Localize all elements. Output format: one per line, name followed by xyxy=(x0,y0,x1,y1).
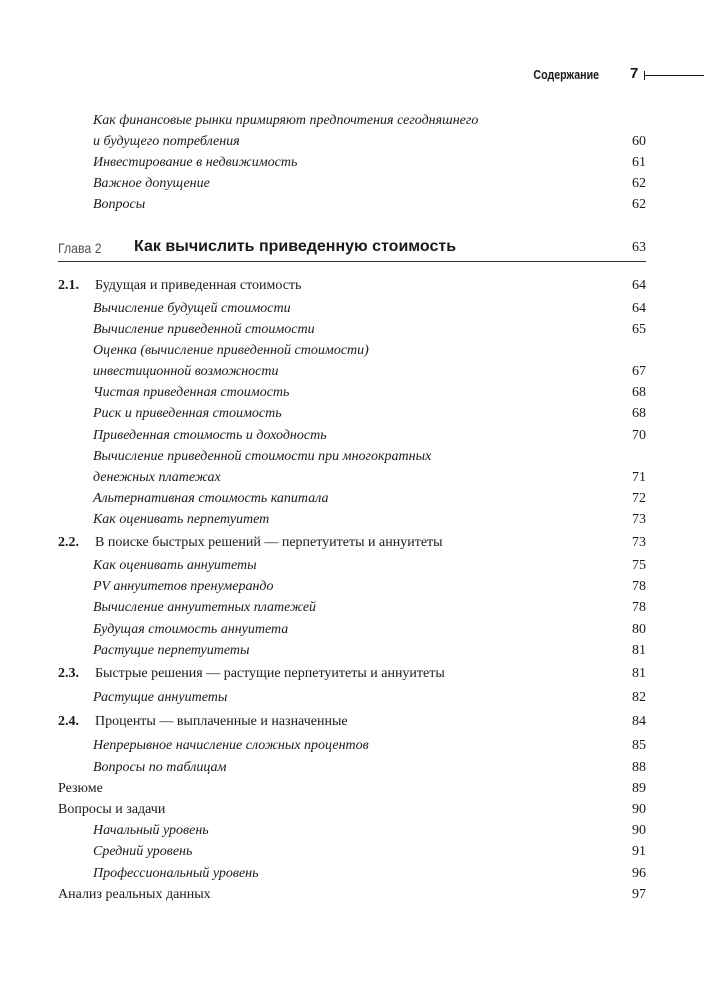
toc-item-page: 67 xyxy=(632,364,646,379)
toc-item xyxy=(58,321,646,339)
toc-item-title: Растущие перпетуитеты xyxy=(93,643,250,658)
chapter-page: 63 xyxy=(632,240,646,255)
section-title: Быстрые решения — растущие перпетуитеты и аннуитеты xyxy=(95,666,445,681)
toc-entry xyxy=(58,886,646,904)
toc-item xyxy=(58,196,646,214)
toc-item-title: PV аннуитетов пренумерандо xyxy=(93,579,274,594)
toc-item xyxy=(58,154,646,172)
toc-item-page: 75 xyxy=(632,558,646,573)
toc-item xyxy=(58,843,646,861)
toc-section xyxy=(58,534,646,552)
section-number: 2.1. xyxy=(58,278,79,293)
toc-item-title: Приведенная стоимость и доходность xyxy=(93,428,327,443)
page-number: 7 xyxy=(630,65,639,82)
toc-item-page: 73 xyxy=(632,512,646,527)
toc-item-title: Вычисление приведенной стоимости xyxy=(93,322,315,337)
toc-item-page: 68 xyxy=(632,406,646,421)
toc-item-title: Как оценивать аннуитеты xyxy=(93,558,257,573)
chapter-label: Глава 2 xyxy=(58,240,102,256)
toc-item-title: Непрерывное начисление сложных процентов xyxy=(93,738,369,753)
section-title: Будущая и приведенная стоимость xyxy=(95,278,302,293)
toc-item xyxy=(58,175,646,193)
section-page: 73 xyxy=(632,535,646,550)
toc-item-page: 80 xyxy=(632,622,646,637)
toc-item-page: 81 xyxy=(632,643,646,658)
toc-entry-page: 89 xyxy=(632,781,646,796)
toc-item-page: 90 xyxy=(632,823,646,838)
toc-item xyxy=(58,448,646,466)
toc-item-page: 71 xyxy=(632,470,646,485)
toc-item-title: Риск и приведенная стоимость xyxy=(93,406,282,421)
toc-item-page: 60 xyxy=(632,134,646,149)
toc-entry xyxy=(58,801,646,819)
toc-item xyxy=(58,822,646,840)
toc-item-page: 72 xyxy=(632,491,646,506)
toc-item xyxy=(58,511,646,529)
toc-item-page: 96 xyxy=(632,866,646,881)
toc-item-page: 82 xyxy=(632,690,646,705)
toc-item-page: 65 xyxy=(632,322,646,337)
running-header xyxy=(0,66,704,86)
toc-item-title: Как финансовые рынки примиряют предпочтения сегодняшнего xyxy=(93,113,479,128)
toc-section xyxy=(58,277,646,295)
toc-item xyxy=(58,342,646,360)
toc-item xyxy=(58,621,646,639)
toc-entry-page: 90 xyxy=(632,802,646,817)
toc-item-page: 91 xyxy=(632,844,646,859)
header-rule xyxy=(644,75,704,76)
running-header-title: Содержание xyxy=(533,67,599,82)
toc-entry-title: Резюме xyxy=(58,781,103,796)
toc-item-title: Вопросы xyxy=(93,197,146,212)
toc-item-page: 64 xyxy=(632,301,646,316)
section-page: 64 xyxy=(632,278,646,293)
toc-item xyxy=(58,469,646,487)
section-page: 84 xyxy=(632,714,646,729)
toc-section xyxy=(58,713,646,731)
toc-item xyxy=(58,112,646,130)
toc-item-title: Вычисление аннуитетных платежей xyxy=(93,600,317,615)
toc-entry xyxy=(58,780,646,798)
toc-item xyxy=(58,133,646,151)
toc-item-title: Инвестирование в недвижимость xyxy=(93,155,298,170)
toc-item-title: Оценка (вычисление приведенной стоимости) xyxy=(93,343,369,358)
toc-item xyxy=(58,490,646,508)
toc-item-title: Вычисление приведенной стоимости при многократных xyxy=(93,449,432,464)
toc-item xyxy=(58,384,646,402)
chapter-rule xyxy=(58,261,646,262)
toc-item-title: инвестиционной возможности xyxy=(93,364,279,379)
toc-item-title: денежных платежах xyxy=(93,470,221,485)
toc-entry-title: Анализ реальных данных xyxy=(58,887,211,902)
toc-item-page: 62 xyxy=(632,197,646,212)
section-number: 2.3. xyxy=(58,666,79,681)
toc-item-title: Важное допущение xyxy=(93,176,210,191)
toc-item xyxy=(58,689,646,707)
section-number: 2.2. xyxy=(58,535,79,550)
toc-item xyxy=(58,599,646,617)
toc-item xyxy=(58,759,646,777)
toc-item xyxy=(58,557,646,575)
section-page: 81 xyxy=(632,666,646,681)
toc-item-page: 78 xyxy=(632,579,646,594)
toc-item-page: 78 xyxy=(632,600,646,615)
toc-item xyxy=(58,300,646,318)
section-number: 2.4. xyxy=(58,714,79,729)
section-title: В поиске быстрых решений — перпетуитеты и аннуитеты xyxy=(95,535,443,550)
toc-item-title: Вопросы по таблицам xyxy=(93,760,227,775)
toc-item-title: Растущие аннуитеты xyxy=(93,690,228,705)
toc-item-title: Чистая приведенная стоимость xyxy=(93,385,290,400)
toc-item xyxy=(58,865,646,883)
toc-item-title: Профессиональный уровень xyxy=(93,866,259,881)
toc-item-page: 62 xyxy=(632,176,646,191)
toc-item-title: Как оценивать перпетуитет xyxy=(93,512,270,527)
toc-item xyxy=(58,363,646,381)
toc-item xyxy=(58,642,646,660)
toc-item-title: Вычисление будущей стоимости xyxy=(93,301,291,316)
toc-item xyxy=(58,427,646,445)
toc-item-title: Средний уровень xyxy=(93,844,193,859)
toc-item xyxy=(58,737,646,755)
toc-section xyxy=(58,665,646,683)
section-title: Проценты — выплаченные и назначенные xyxy=(95,714,348,729)
toc-item-page: 68 xyxy=(632,385,646,400)
toc-item xyxy=(58,578,646,596)
toc-item xyxy=(58,405,646,423)
toc-entry-page: 97 xyxy=(632,887,646,902)
toc-item-page: 85 xyxy=(632,738,646,753)
toc-item-title: Альтернативная стоимость капитала xyxy=(93,491,329,506)
toc-item-title: Будущая стоимость аннуитета xyxy=(93,622,289,637)
toc-item-page: 61 xyxy=(632,155,646,170)
chapter-title: Как вычислить приведенную стоимость xyxy=(134,238,457,255)
chapter-heading xyxy=(58,237,646,261)
toc-item-title: и будущего потребления xyxy=(93,134,240,149)
toc-entry-title: Вопросы и задачи xyxy=(58,802,166,817)
toc-item-title: Начальный уровень xyxy=(93,823,209,838)
toc-item-page: 70 xyxy=(632,428,646,443)
toc-item-page: 88 xyxy=(632,760,646,775)
